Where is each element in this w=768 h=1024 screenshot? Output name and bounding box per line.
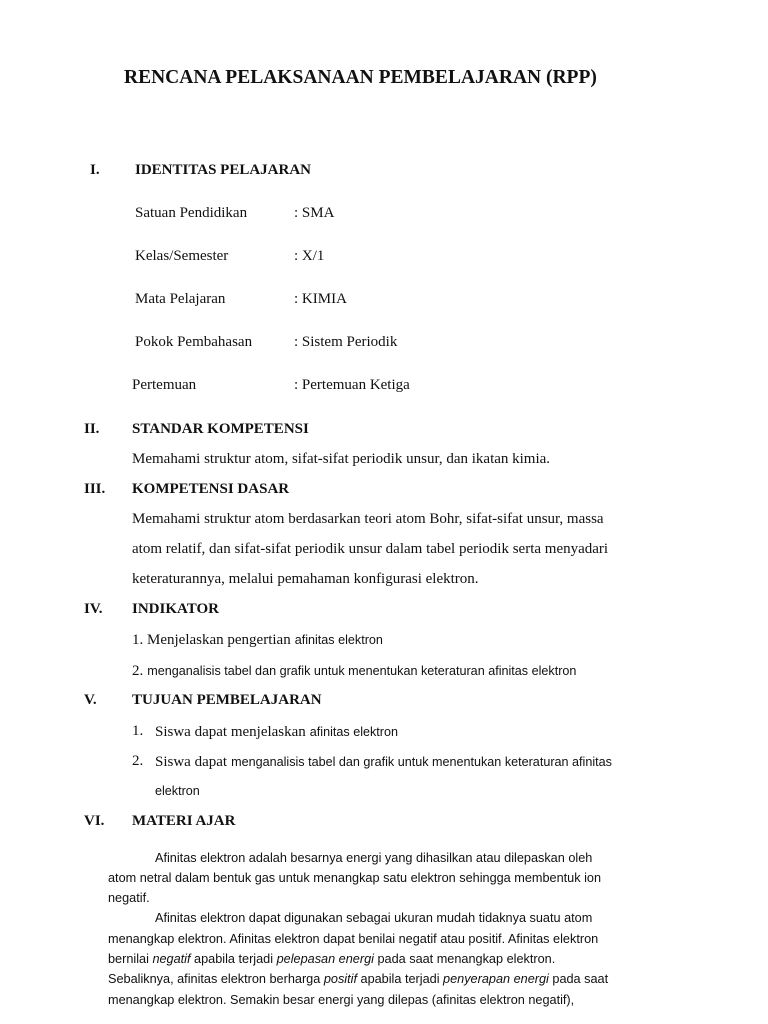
- section-heading: IDENTITAS PELAJARAN: [135, 162, 312, 178]
- paragraph-line: bernilai negatif apabila terjadi pelepasan energi pada saat menangkap elektron.: [108, 952, 556, 966]
- section-text-line: Memahami struktur atom berdasarkan teori atom Bohr, sifat-sifat unsur, massa: [132, 511, 604, 527]
- list-number: 2.: [132, 753, 144, 769]
- field-value: : KIMIA: [294, 291, 347, 307]
- section-text-line: atom relatif, dan sifat-sifat periodik unsur dalam tabel periodik serta menyadari: [132, 541, 609, 557]
- objective-item: Siswa dapat menjelaskan afinitas elektron: [155, 724, 399, 740]
- section-number: I.: [90, 162, 100, 178]
- indicator-item: 2. menganalisis tabel dan grafik untuk menentukan keteraturan afinitas elektron: [132, 663, 577, 679]
- section-number: VI.: [84, 813, 105, 829]
- field-value: : Sistem Periodik: [294, 334, 398, 350]
- section-text-line: keteraturannya, melalui pemahaman konfigurasi elektron.: [132, 571, 479, 587]
- section-heading: TUJUAN PEMBELAJARAN: [132, 692, 322, 708]
- field-value: : X/1: [294, 248, 325, 264]
- section-heading: MATERI AJAR: [132, 813, 236, 829]
- section-number: V.: [84, 692, 97, 708]
- field-value: : SMA: [294, 205, 335, 221]
- field-label: Mata Pelajaran: [135, 291, 226, 307]
- list-number: 1.: [132, 723, 144, 739]
- paragraph-line: Afinitas elektron dapat digunakan sebagai ukuran mudah tidaknya suatu atom: [155, 911, 593, 925]
- section-heading: KOMPETENSI DASAR: [132, 481, 290, 497]
- paragraph-line: menangkap elektron. Afinitas elektron dapat benilai negatif atau positif. Afinitas elektron: [108, 932, 599, 946]
- objective-item: Siswa dapat menganalisis tabel dan grafik untuk menentukan keteraturan afinitas: [155, 754, 612, 770]
- section-number: III.: [84, 481, 106, 497]
- paragraph-line: Sebaliknya, afinitas elektron berharga positif apabila terjadi penyerapan energi pada saat: [108, 972, 609, 986]
- field-value: : Pertemuan Ketiga: [294, 377, 410, 393]
- indicator-item: 1. Menjelaskan pengertian afinitas elektron: [132, 632, 383, 648]
- field-label: Satuan Pendidikan: [135, 205, 248, 221]
- paragraph-line: Afinitas elektron adalah besarnya energi yang dihasilkan atau dilepaskan oleh: [155, 851, 593, 865]
- document-title: RENCANA PELAKSANAAN PEMBELAJARAN (RPP): [124, 67, 597, 88]
- section-text: Memahami struktur atom, sifat-sifat periodik unsur, dan ikatan kimia.: [132, 451, 551, 467]
- field-label: Pertemuan: [132, 377, 197, 393]
- section-number: II.: [84, 421, 100, 437]
- field-label: Pokok Pembahasan: [135, 334, 253, 350]
- section-heading: INDIKATOR: [132, 601, 219, 617]
- paragraph-line: atom netral dalam bentuk gas untuk menangkap satu elektron sehingga membentuk ion: [108, 871, 602, 885]
- objective-item-continuation: elektron: [155, 784, 200, 798]
- paragraph-line: menangkap elektron. Semakin besar energi yang dilepas (afinitas elektron negatif),: [108, 993, 575, 1007]
- paragraph-line: negatif.: [108, 891, 150, 905]
- field-label: Kelas/Semester: [135, 248, 229, 264]
- section-heading: STANDAR KOMPETENSI: [132, 421, 309, 437]
- section-number: IV.: [84, 601, 103, 617]
